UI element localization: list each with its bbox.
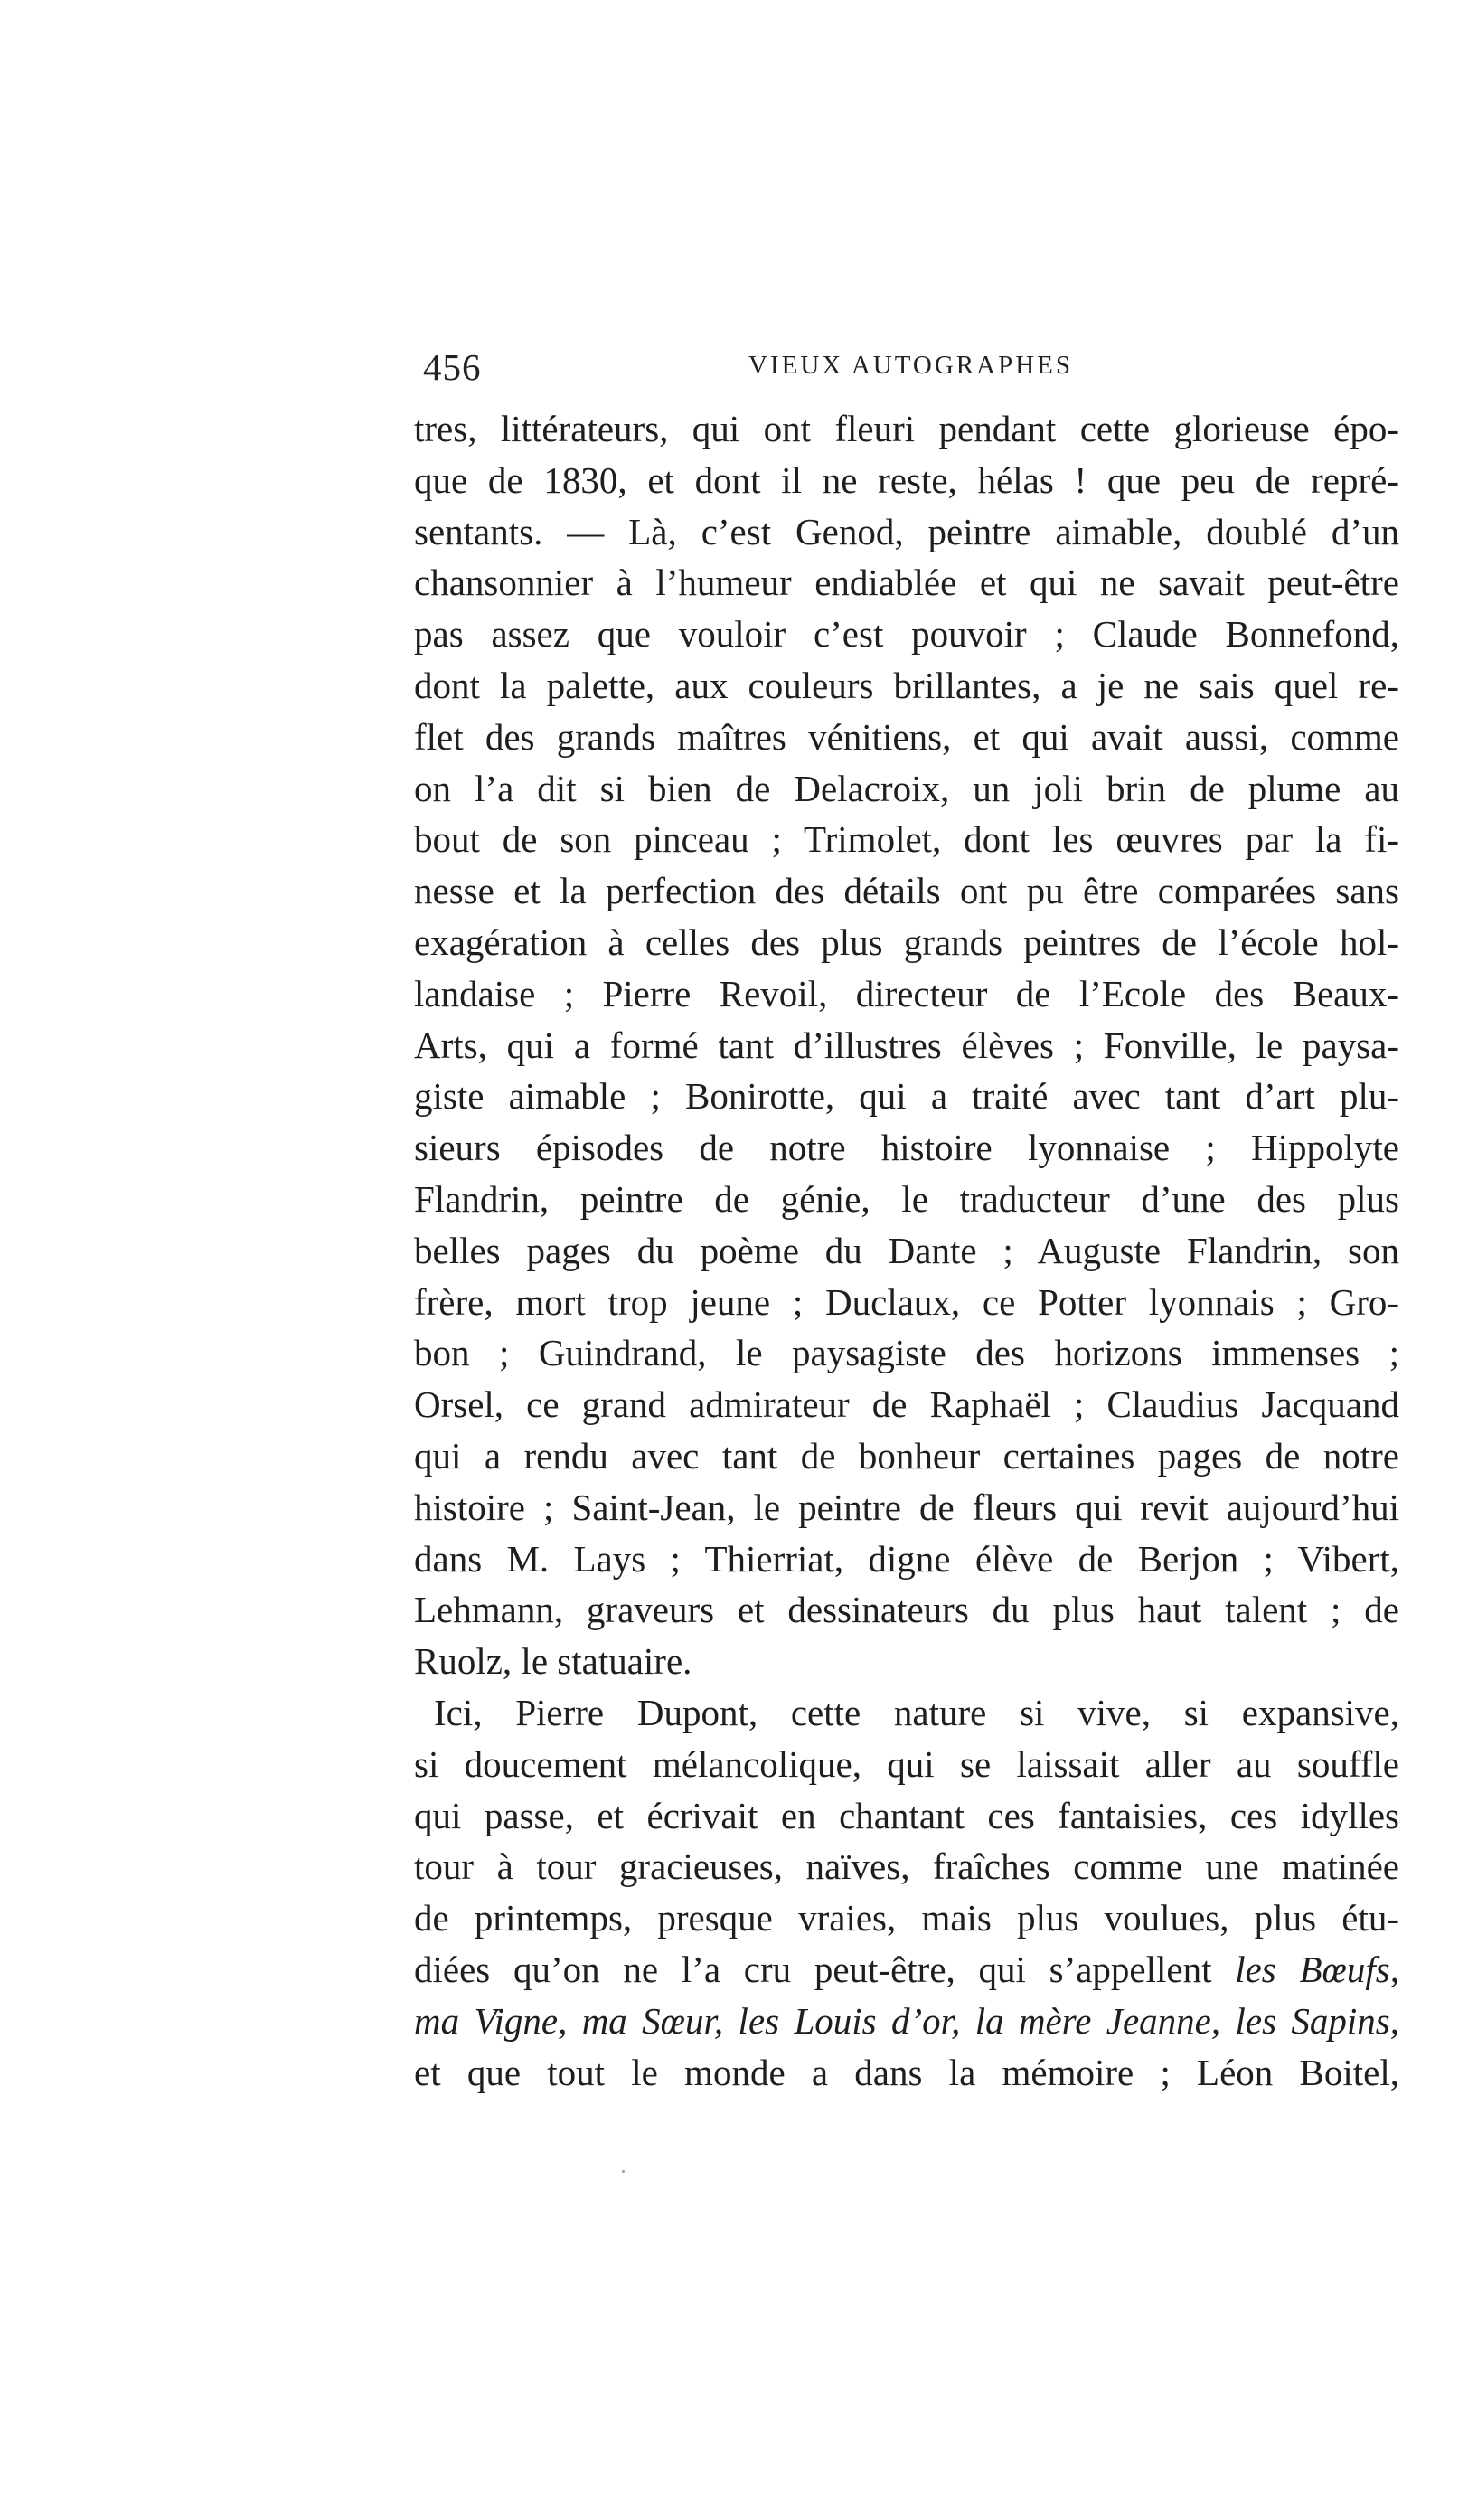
- paragraph-start-line: Ici, Pierre Dupont, cette nature si vive, si expansive,: [434, 1691, 1399, 1733]
- text-run: diées qu’on ne l’a cru peut-être, qui s’appellent: [414, 1948, 1236, 1990]
- text-line: flet des grands maîtres vénitiens, et qui avait aussi, comme: [414, 715, 1399, 758]
- text-line: qui a rendu avec tant de bonheur certaines pages de notre: [414, 1434, 1399, 1477]
- text-line: pas assez que vouloir c’est pouvoir ; Claude Bonnefond,: [414, 613, 1399, 656]
- text-line: de printemps, presque vraies, mais plus voulues, plus étu-: [414, 1897, 1399, 1940]
- text-line: si doucement mélancolique, qui se laissait aller au souffle: [414, 1742, 1399, 1785]
- paragraph-end-line: Ruolz, le statuaire.: [414, 1640, 692, 1683]
- text-line: chansonnier à l’humeur endiablée et qui ne savait peut-être: [414, 562, 1399, 604]
- text-line: Orsel, ce grand admirateur de Raphaël ; Claudius Jacquand: [414, 1383, 1399, 1426]
- text-line: exagération à celles des plus grands peintres de l’école hol-: [414, 920, 1399, 963]
- running-head: [423, 345, 1399, 400]
- text-line: giste aimable ; Bonirotte, qui a traité avec tant d’art plu-: [414, 1075, 1399, 1118]
- italic-title: les Bœufs,: [1235, 1948, 1399, 1990]
- text-line: dont la palette, aux couleurs brillantes, a je ne sais quel re-: [414, 664, 1399, 706]
- text-line: landaise ; Pierre Revoil, directeur de l’Ecole des Beaux-: [414, 972, 1399, 1015]
- text-line: qui passe, et écrivait en chantant ces fantaisies, ces idylles: [414, 1794, 1399, 1836]
- text-line: que de 1830, et dont il ne reste, hélas ! que peu de repré-: [414, 458, 1399, 501]
- paper-speck: [622, 2170, 625, 2173]
- text-line: nesse et la perfection des détails ont pu être comparées sans: [414, 870, 1399, 912]
- text-line: bout de son pinceau ; Trimolet, dont les œuvres par la fi-: [414, 818, 1399, 861]
- text-line: belles pages du poème du Dante ; Auguste Flandrin, son: [414, 1229, 1399, 1271]
- running-title: VIEUX AUTOGRAPHES: [748, 351, 1074, 380]
- text-line: histoire ; Saint-Jean, le peintre de fleurs qui revit aujourd’hui: [414, 1486, 1399, 1528]
- text-line: [414, 1944, 1399, 1996]
- text-line: on l’a dit si bien de Delacroix, un joli brin de plume au: [414, 767, 1399, 809]
- body-text: [414, 403, 1399, 2098]
- text-line: Arts, qui a formé tant d’illustres élèves ; Fonville, le paysa-: [414, 1024, 1399, 1066]
- italic-titles-line: ma Vigne, ma Sœur, les Louis d’or, la mère Jeanne, les Sapins,: [414, 1999, 1399, 2042]
- text-line: Flandrin, peintre de génie, le traducteur d’une des plus: [414, 1177, 1399, 1220]
- text-line: bon ; Guindrand, le paysagiste des horizons immenses ;: [414, 1332, 1399, 1374]
- text-line: Lehmann, graveurs et dessinateurs du plus haut talent ; de: [414, 1589, 1399, 1631]
- text-line: tour à tour gracieuses, naïves, fraîches comme une matinée: [414, 1845, 1399, 1888]
- text-line: tres, littérateurs, qui ont fleuri pendant cette glorieuse épo-: [414, 408, 1399, 449]
- page-number: 456: [423, 346, 482, 388]
- text-line: et que tout le monde a dans la mémoire ; Léon Boitel,: [414, 2051, 1399, 2093]
- text-line: dans M. Lays ; Thierriat, digne élève de Berjon ; Vibert,: [414, 1537, 1399, 1580]
- text-line: sieurs épisodes de notre histoire lyonnaise ; Hippolyte: [414, 1127, 1399, 1169]
- text-line: sentants. — Là, c’est Genod, peintre aimable, doublé d’un: [414, 510, 1399, 552]
- text-line: frère, mort trop jeune ; Duclaux, ce Potter lyonnais ; Gro-: [414, 1280, 1399, 1323]
